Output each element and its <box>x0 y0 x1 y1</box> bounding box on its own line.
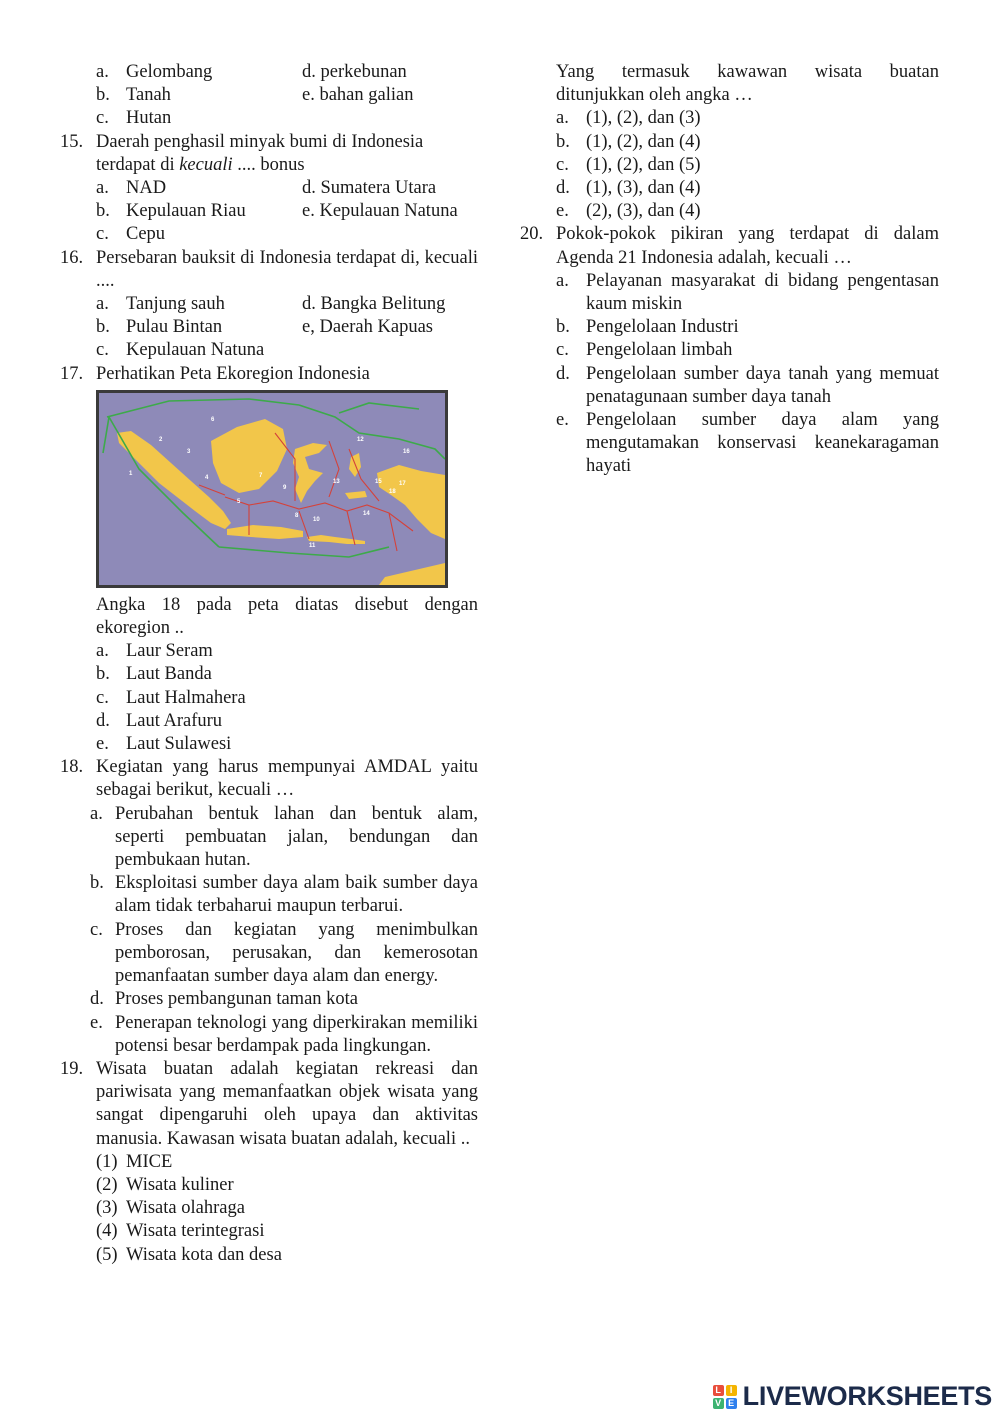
question-text: Pokok-pokok pikiran yang terdapat di dalam Agenda 21 Indonesia adalah, kecuali … <box>556 224 939 268</box>
q19-option-d[interactable]: d. (1), (3), dan (4) <box>556 178 701 199</box>
q14-option-row-1 <box>60 61 478 84</box>
question-number: 19. <box>60 1058 84 1079</box>
q19-options <box>520 107 939 223</box>
ecoregion-map-svg <box>99 393 445 585</box>
q17-option-e[interactable]: e. Laut Sulawesi <box>96 734 232 755</box>
q19-items <box>60 1151 478 1267</box>
question-20 <box>520 223 939 269</box>
q16-option-row-3 <box>60 339 478 362</box>
liveworksheets-brand[interactable] <box>713 1381 992 1412</box>
q14-option-row-3 <box>60 107 478 130</box>
q17-option-b[interactable]: b. Laut Banda <box>96 664 212 685</box>
question-number: 20. <box>520 224 544 245</box>
q20-option-a[interactable]: a. Pelayanan masyarakat di bidang pengentasan kaum miskin <box>556 270 939 315</box>
question-17 <box>60 363 478 386</box>
q17-options <box>60 640 478 756</box>
map-label: 13 <box>333 478 340 485</box>
logo-tile: I <box>726 1385 737 1396</box>
map-label: 17 <box>399 480 406 487</box>
liveworksheets-wordmark: LIVEWORKSHEETS <box>742 1381 992 1412</box>
question-16 <box>60 247 478 293</box>
q17-option-c[interactable]: c. Laut Halmahera <box>96 687 246 708</box>
q14-option-d[interactable]: d. perkebunan <box>302 62 407 82</box>
q15-option-row-1 <box>60 177 478 200</box>
map-label: 6 <box>211 416 215 423</box>
question-text: Kegiatan yang harus mempunyai AMDAL yaitu sebagai berikut, kecuali … <box>96 757 478 801</box>
question-number: 17. <box>60 363 84 384</box>
q18-option-c[interactable]: c. Proses dan kegiatan yang menimbulkan pemborosan, perusakan, dan kemerosotan pemanfaatan sumber daya alam dan energy. <box>90 919 478 987</box>
map-label: 11 <box>309 542 316 549</box>
map-label: 5 <box>237 498 241 505</box>
q14-option-e[interactable]: e. bahan galian <box>302 85 414 106</box>
question-19-continued: Yang termasuk kawawan wisata buatan ditunjukkan oleh angka … <box>556 62 939 106</box>
q16-option-b[interactable]: b. Pulau Bintan <box>96 317 223 338</box>
q14-option-a[interactable]: a. Gelombang <box>96 62 213 82</box>
map-label: 15 <box>375 478 382 485</box>
map-label: 2 <box>159 436 163 443</box>
question-text: Perhatikan Peta Ekoregion Indonesia <box>96 363 370 384</box>
question-15 <box>60 131 478 177</box>
q17-option-d[interactable]: d. Laut Arafuru <box>96 710 223 731</box>
map-label: 7 <box>259 472 263 479</box>
q18-options <box>60 803 478 1058</box>
q19-item: (1) MICE <box>96 1151 173 1172</box>
question-text: Daerah penghasil minyak bumi di Indonesia terdapat di kecuali .... bonus <box>96 131 424 175</box>
q16-option-e[interactable]: e, Daerah Kapuas <box>302 317 433 338</box>
map-label: 16 <box>403 448 410 455</box>
map-label: 10 <box>313 516 320 523</box>
map-label: 14 <box>363 510 370 517</box>
q20-option-e[interactable]: e. Pengelolaan sumber daya alam yang mengutamakan konservasi keanekaragaman hayati <box>556 410 939 477</box>
q20-option-b[interactable]: b. Pengelolaan Industri <box>556 317 739 338</box>
q20-options <box>520 270 939 479</box>
q18-option-b[interactable]: b. Eksploitasi sumber daya alam baik sumber daya alam tidak terbaharui maupun terbarui. <box>90 873 478 917</box>
q15-option-row-2 <box>60 200 478 223</box>
liveworksheets-logo-icon <box>713 1385 737 1409</box>
q15-option-e[interactable]: e. Kepulauan Natuna <box>302 201 458 222</box>
question-19 <box>60 1058 478 1151</box>
q14-option-b[interactable]: b. Tanah <box>96 85 171 106</box>
q16-option-row-2 <box>60 316 478 339</box>
map-label: 3 <box>187 448 191 455</box>
q16-option-c[interactable]: c. Kepulauan Natuna <box>96 340 265 361</box>
q16-option-d[interactable]: d. Bangka Belitung <box>302 294 446 315</box>
q18-option-a[interactable]: a. Perubahan bentuk lahan dan bentuk alam, seperti pembuatan jalan, bendungan dan pembukaan hutan. <box>90 803 478 871</box>
q19-item: (3) Wisata olahraga <box>96 1198 245 1219</box>
q14-option-row-2 <box>60 84 478 107</box>
q17-option-a[interactable]: a. Laur Seram <box>96 641 213 662</box>
q15-option-row-3 <box>60 223 478 246</box>
q19-item: (2) Wisata kuliner <box>96 1174 234 1195</box>
map-label: 4 <box>205 474 209 481</box>
q19-item: (5) Wisata kota dan desa <box>96 1244 282 1265</box>
q18-option-d[interactable]: d. Proses pembangunan taman kota <box>90 989 359 1010</box>
logo-tile: E <box>726 1398 737 1409</box>
question-number: 18. <box>60 757 84 778</box>
question-17-after-text: Angka 18 pada peta diatas disebut dengan ekoregion .. <box>96 594 478 639</box>
q14-option-c[interactable]: c. Hutan <box>96 108 172 129</box>
q19-option-b[interactable]: b. (1), (2), dan (4) <box>556 131 701 152</box>
q19-option-e[interactable]: e. (2), (3), dan (4) <box>556 201 701 222</box>
logo-tile: L <box>713 1385 724 1396</box>
question-number: 16. <box>60 247 84 268</box>
q15-option-b[interactable]: b. Kepulauan Riau <box>96 201 246 222</box>
logo-tile: V <box>713 1398 724 1409</box>
question-number: 15. <box>60 131 84 152</box>
left-column <box>60 61 478 1267</box>
question-text: Wisata buatan adalah kegiatan rekreasi dan pariwisata yang memanfaatkan objek wisata yang sangat dipengaruhi oleh upaya dan aktivitas manusia. Kawasan wisata buatan adalah, kecuali .. <box>96 1058 478 1149</box>
q15-options <box>60 177 478 247</box>
q15-option-a[interactable]: a. NAD <box>96 178 167 199</box>
q14-options <box>60 61 478 131</box>
q19-option-c[interactable]: c. (1), (2), dan (5) <box>556 154 701 175</box>
q19-option-a[interactable]: a. (1), (2), dan (3) <box>556 108 701 129</box>
q18-option-e[interactable]: e. Penerapan teknologi yang diperkirakan memiliki potensi besar berdampak pada lingkungan. <box>90 1012 478 1056</box>
q16-option-a[interactable]: a. Tanjung sauh <box>96 294 225 315</box>
q15-option-c[interactable]: c. Cepu <box>96 224 166 245</box>
question-18 <box>60 756 478 802</box>
q16-options <box>60 293 478 363</box>
map-label: 18 <box>389 488 396 495</box>
map-label: 9 <box>283 484 287 491</box>
q20-option-c[interactable]: c. Pengelolaan limbah <box>556 340 733 361</box>
map-label: 8 <box>295 512 299 519</box>
question-text: Persebaran bauksit di Indonesia terdapat di, kecuali .... <box>96 247 478 291</box>
q16-option-row-1 <box>60 293 478 316</box>
q19-item: (4) Wisata terintegrasi <box>96 1221 265 1242</box>
right-column <box>520 61 939 479</box>
q15-option-d[interactable]: d. Sumatera Utara <box>302 178 437 199</box>
map-label: 12 <box>357 436 364 443</box>
ecoregion-map <box>96 390 448 588</box>
q20-option-d[interactable]: d. Pengelolaan sumber daya tanah yang memuat penatagunaan sumber daya tanah <box>556 363 939 407</box>
map-label: 1 <box>129 470 133 477</box>
